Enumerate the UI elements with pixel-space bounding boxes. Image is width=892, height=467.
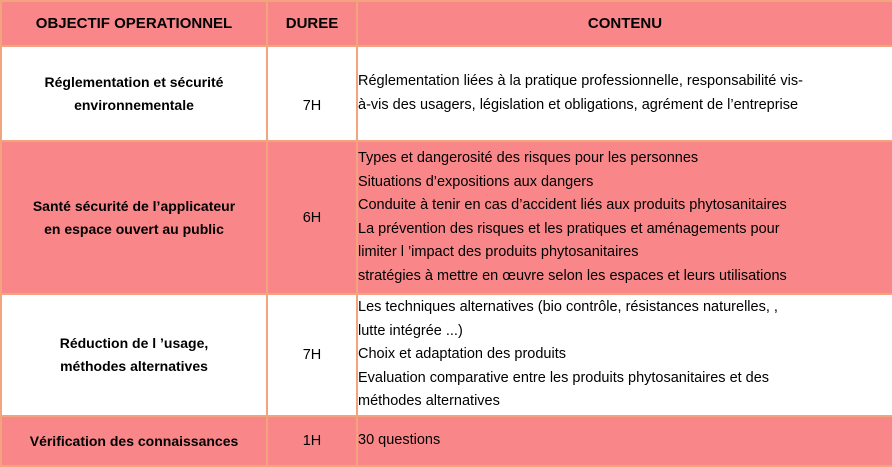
content-line: Evaluation comparative entre les produits phytosanitaires et des — [358, 369, 770, 386]
duration-cell — [267, 294, 357, 416]
content-line: Réglementation liées à la pratique professionnelle, responsabilité vis- — [358, 73, 803, 89]
duration-cell — [267, 141, 357, 294]
table-row — [1, 141, 892, 294]
content-line: Situations d’expositions aux dangers — [358, 173, 594, 190]
table-row — [1, 416, 892, 466]
content-line: 30 questions — [358, 432, 441, 449]
header-duration: DUREE — [267, 1, 357, 46]
content-cell — [357, 46, 892, 141]
objective-line: Santé sécurité de l’applicateur — [32, 197, 236, 214]
objective-cell — [1, 416, 267, 466]
header-objective: OBJECTIF OPERATIONNEL — [1, 1, 267, 46]
duration-value: 7H — [302, 347, 322, 363]
duration-cell — [267, 46, 357, 141]
duration-cell — [267, 416, 357, 466]
objective-line: Réduction de l ’usage, — [59, 335, 209, 351]
content-line: Les techniques alternatives (bio contrôle, résistances naturelles, , — [358, 299, 778, 316]
content-cell — [357, 416, 892, 466]
content-line: Choix et adaptation des produits — [358, 346, 566, 363]
objective-cell — [1, 141, 267, 294]
content-line: méthodes alternatives — [358, 393, 500, 410]
content-line: stratégies à mettre en œuvre selon les espaces et leurs utilisations — [358, 267, 787, 284]
objective-line: en espace ouvert au public — [44, 220, 224, 237]
content-cell — [357, 141, 892, 294]
objective-line: méthodes alternatives — [60, 358, 208, 374]
table-row — [1, 46, 892, 141]
objective-line: Vérification des connaissances — [29, 432, 239, 449]
header-row — [1, 1, 892, 46]
duration-value: 7H — [302, 97, 322, 114]
content-line: La prévention des risques et les pratiques et aménagements pour — [358, 220, 780, 237]
content-line: limiter l ’impact des produits phytosanitaires — [358, 244, 639, 260]
objective-line: environnementale — [74, 96, 194, 113]
content-line: lutte intégrée ...) — [358, 322, 463, 339]
objective-cell — [1, 294, 267, 416]
content-line: Types et dangerosité des risques pour les personnes — [358, 150, 699, 166]
duration-value: 1H — [302, 433, 322, 449]
content-line: à-vis des usagers, législation et obligations, agrément de l’entreprise — [358, 96, 799, 113]
content-line: Conduite à tenir en cas d’accident liés aux produits phytosanitaires — [358, 197, 787, 213]
content-cell — [357, 294, 892, 416]
table-row — [1, 294, 892, 416]
duration-value: 6H — [302, 209, 322, 226]
objective-line: Réglementation et sécurité — [44, 73, 224, 90]
header-content: CONTENU — [357, 1, 892, 46]
objective-cell — [1, 46, 267, 141]
